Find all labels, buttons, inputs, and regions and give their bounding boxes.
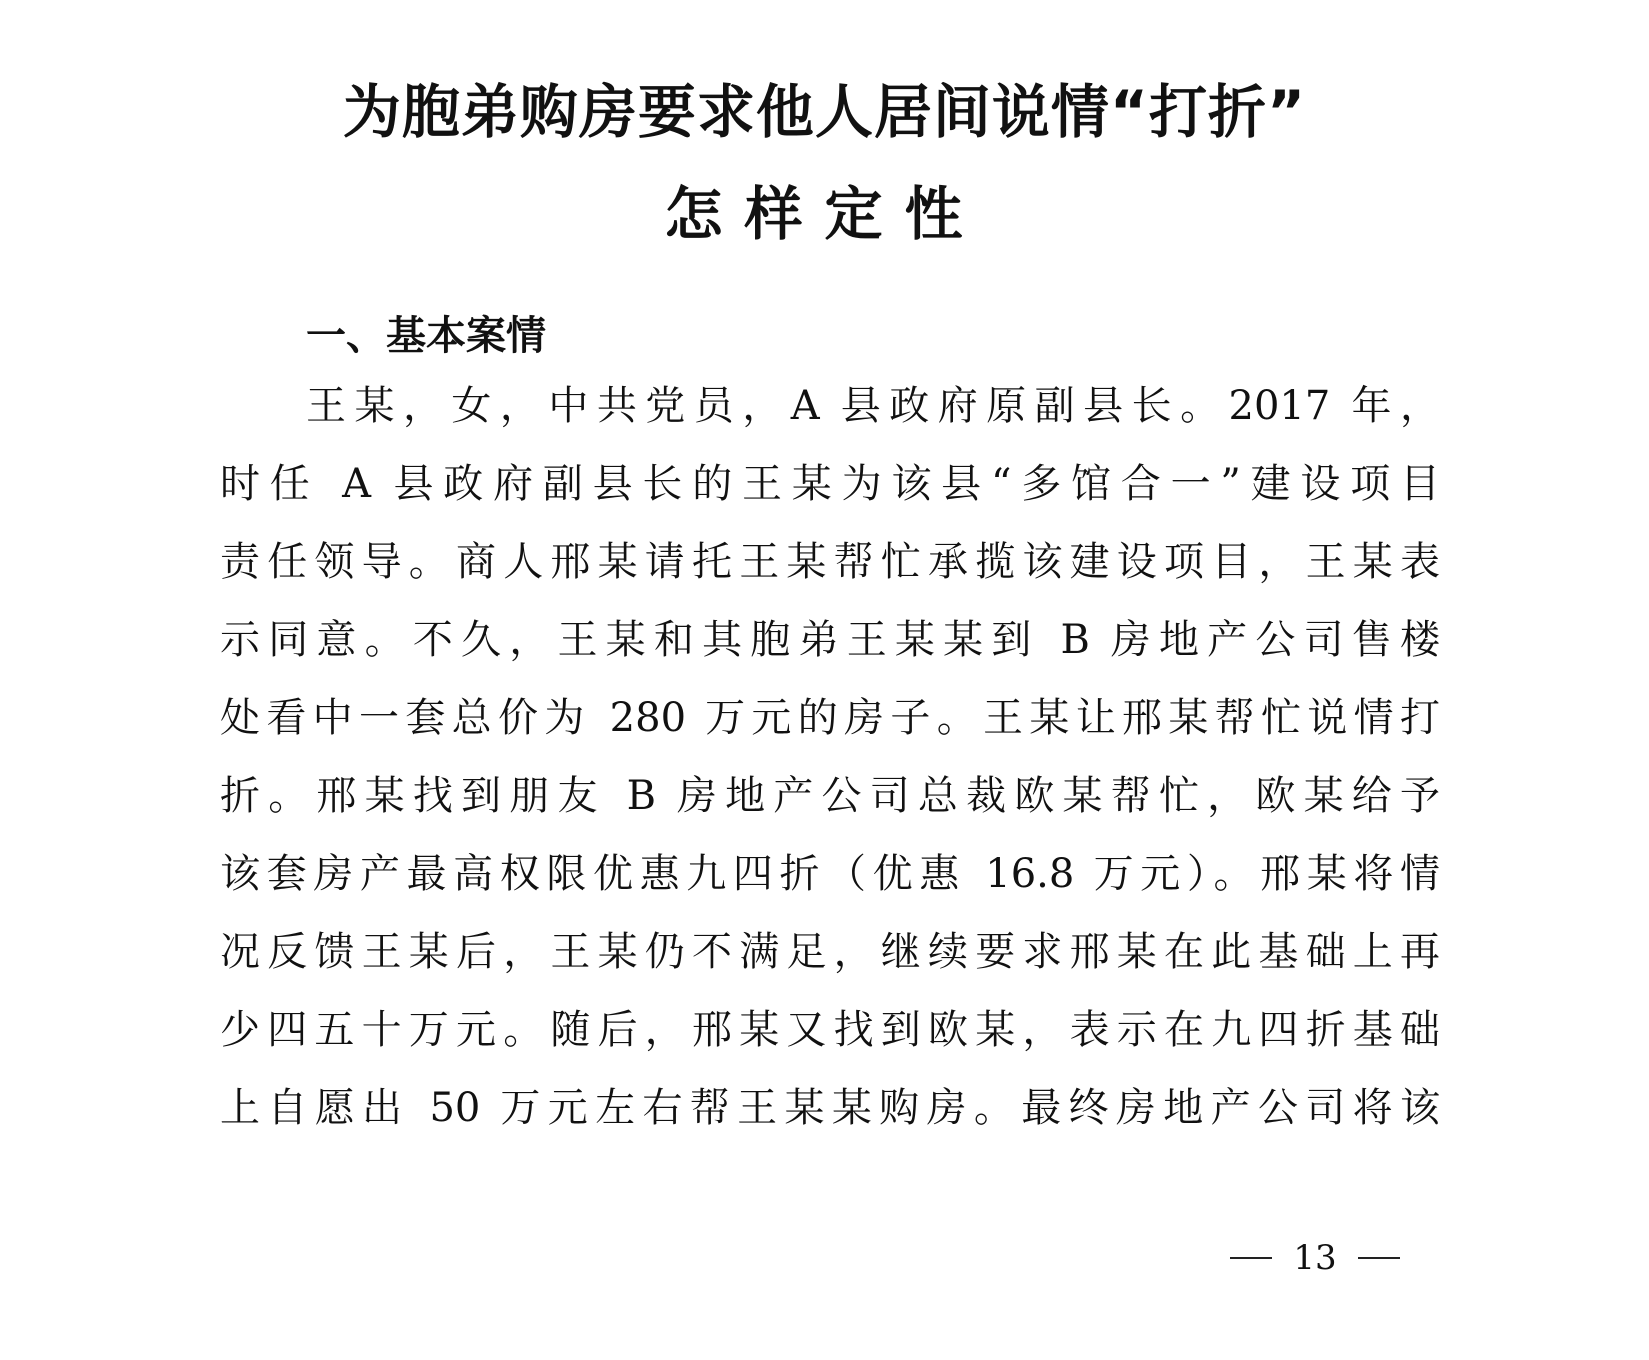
page-footer xyxy=(1230,1236,1400,1280)
body-line: 折。邢某找到朋友 B 房地产公司总裁欧某帮忙，欧某给予 xyxy=(220,773,1440,819)
body-line: 示同意。不久，王某和其胞弟王某某到 B 房地产公司售楼 xyxy=(220,617,1440,663)
footer-dash-left xyxy=(1230,1257,1272,1259)
page-number: 13 xyxy=(1293,1238,1337,1278)
body-line: 少四五十万元。随后，邢某又找到欧某，表示在九四折基础 xyxy=(220,1007,1440,1053)
body-line: 该套房产最高权限优惠九四折（优惠 16.8 万元）。邢某将情 xyxy=(220,851,1440,897)
document-title-line-1: 为胞弟购房要求他人居间说情“打折” xyxy=(342,78,1307,146)
footer-dash-right xyxy=(1358,1257,1400,1259)
body-line: 时任 A 县政府副县长的王某为该县“多馆合一”建设项目 xyxy=(220,461,1440,507)
section-heading: 一、基本案情 xyxy=(306,313,546,359)
document-title-line-2: 怎样定性 xyxy=(664,180,985,248)
body-line: 处看中一套总价为 280 万元的房子。王某让邢某帮忙说情打 xyxy=(220,695,1440,741)
body-line: 上自愿出 50 万元左右帮王某某购房。最终房地产公司将该 xyxy=(220,1085,1440,1131)
body-line: 况反馈王某后，王某仍不满足，继续要求邢某在此基础上再 xyxy=(220,929,1440,975)
body-line: 王某，女，中共党员，A 县政府原副县长。2017 年， xyxy=(306,383,1440,429)
body-line: 责任领导。商人邢某请托王某帮忙承揽该建设项目，王某表 xyxy=(220,539,1440,585)
